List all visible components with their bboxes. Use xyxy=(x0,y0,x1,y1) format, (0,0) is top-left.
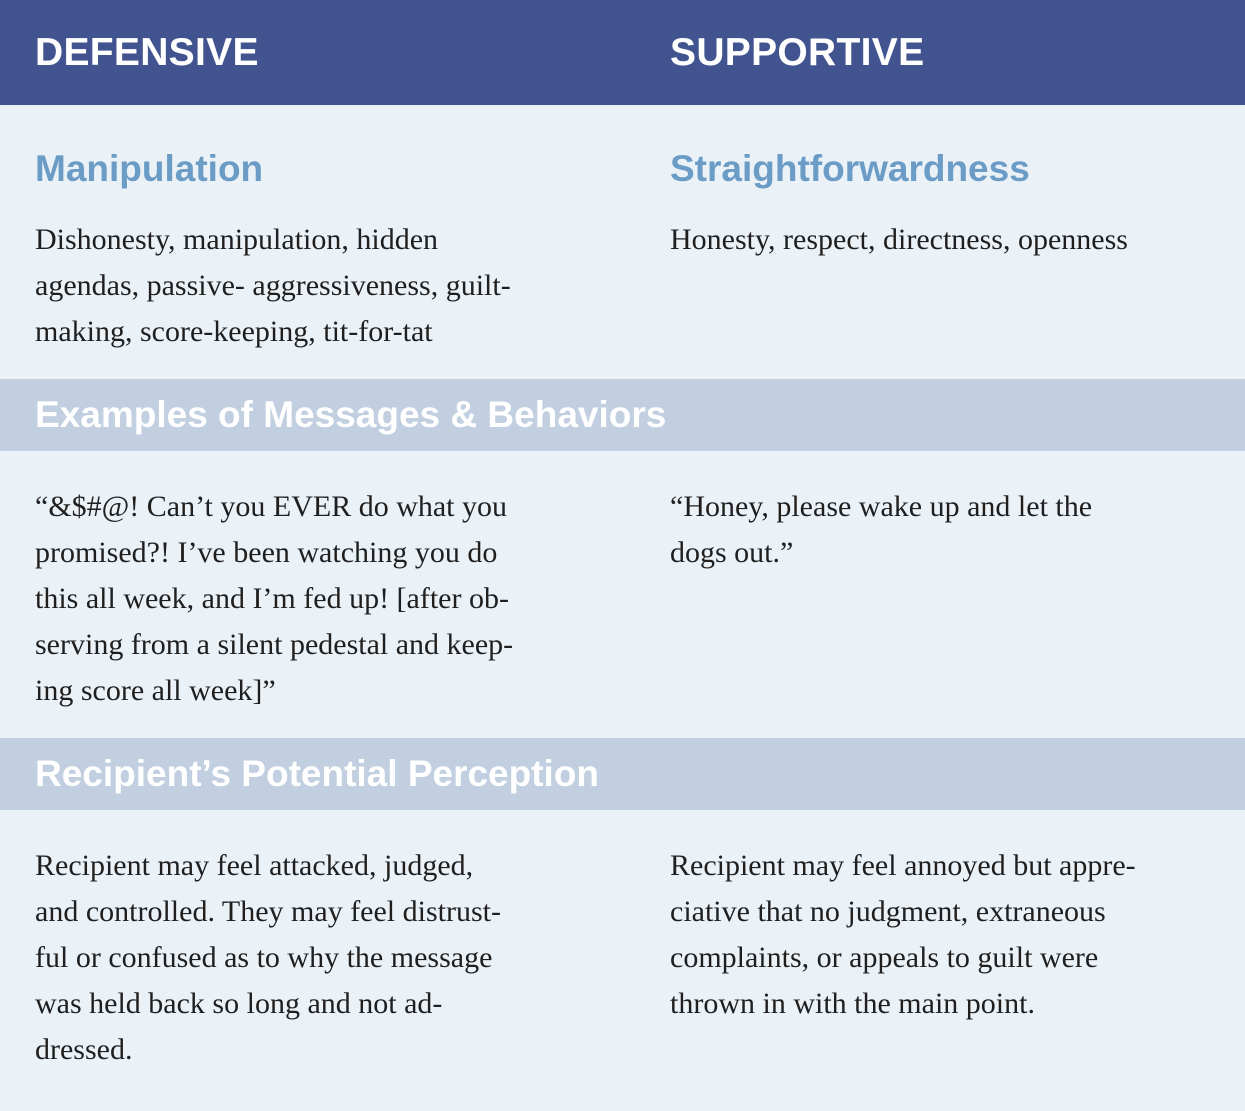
text-line: promised?! I’ve been watching you do xyxy=(35,536,498,569)
text-line: serving from a silent pedestal and keep- xyxy=(35,628,514,661)
text-line: “&$#@! Can’t you EVER do what you xyxy=(35,490,508,523)
section-band-examples xyxy=(0,379,1245,451)
subhead-straightforwardness: Straightforwardness xyxy=(670,148,1030,189)
band-title-perception: Recipient’s Potential Perception xyxy=(35,753,600,794)
supportive-description xyxy=(670,217,1128,263)
defensive-description xyxy=(35,217,511,355)
header-bar xyxy=(0,0,1245,105)
text-line: Honesty, respect, directness, openness xyxy=(670,223,1128,256)
text-line: ful or confused as to why the message xyxy=(35,941,493,974)
text-line: this all week, and I’m fed up! [after ob- xyxy=(35,582,509,615)
text-line: and controlled. They may feel distrust- xyxy=(35,895,501,928)
text-line: Recipient may feel annoyed but appre- xyxy=(670,849,1136,882)
text-line: ing score all week]” xyxy=(35,674,276,707)
band-title-examples: Examples of Messages & Behaviors xyxy=(35,394,667,435)
text-line: complaints, or appeals to guilt were xyxy=(670,941,1099,974)
subhead-manipulation: Manipulation xyxy=(35,148,264,189)
text-line: dogs out.” xyxy=(670,536,794,569)
text-line: “Honey, please wake up and let the xyxy=(670,490,1093,523)
header-defensive: DEFENSIVE xyxy=(35,31,259,74)
header-supportive: SUPPORTIVE xyxy=(670,31,925,74)
defensive-example xyxy=(35,484,513,714)
defensive-perception xyxy=(35,843,501,1073)
section-band-perception xyxy=(0,738,1245,810)
text-line: agendas, passive- aggressiveness, guilt- xyxy=(35,269,511,302)
text-line: making, score-keeping, tit-for-tat xyxy=(35,315,433,348)
text-line: thrown in with the main point. xyxy=(670,987,1035,1020)
text-line: dressed. xyxy=(35,1033,133,1066)
supportive-example xyxy=(670,484,1092,576)
text-line: Recipient may feel attacked, judged, xyxy=(35,849,474,882)
text-line: Dishonesty, manipulation, hidden xyxy=(35,223,439,256)
text-line: was held back so long and not ad- xyxy=(35,987,443,1020)
supportive-perception xyxy=(670,843,1136,1027)
text-line: ciative that no judgment, extraneous xyxy=(670,895,1106,928)
